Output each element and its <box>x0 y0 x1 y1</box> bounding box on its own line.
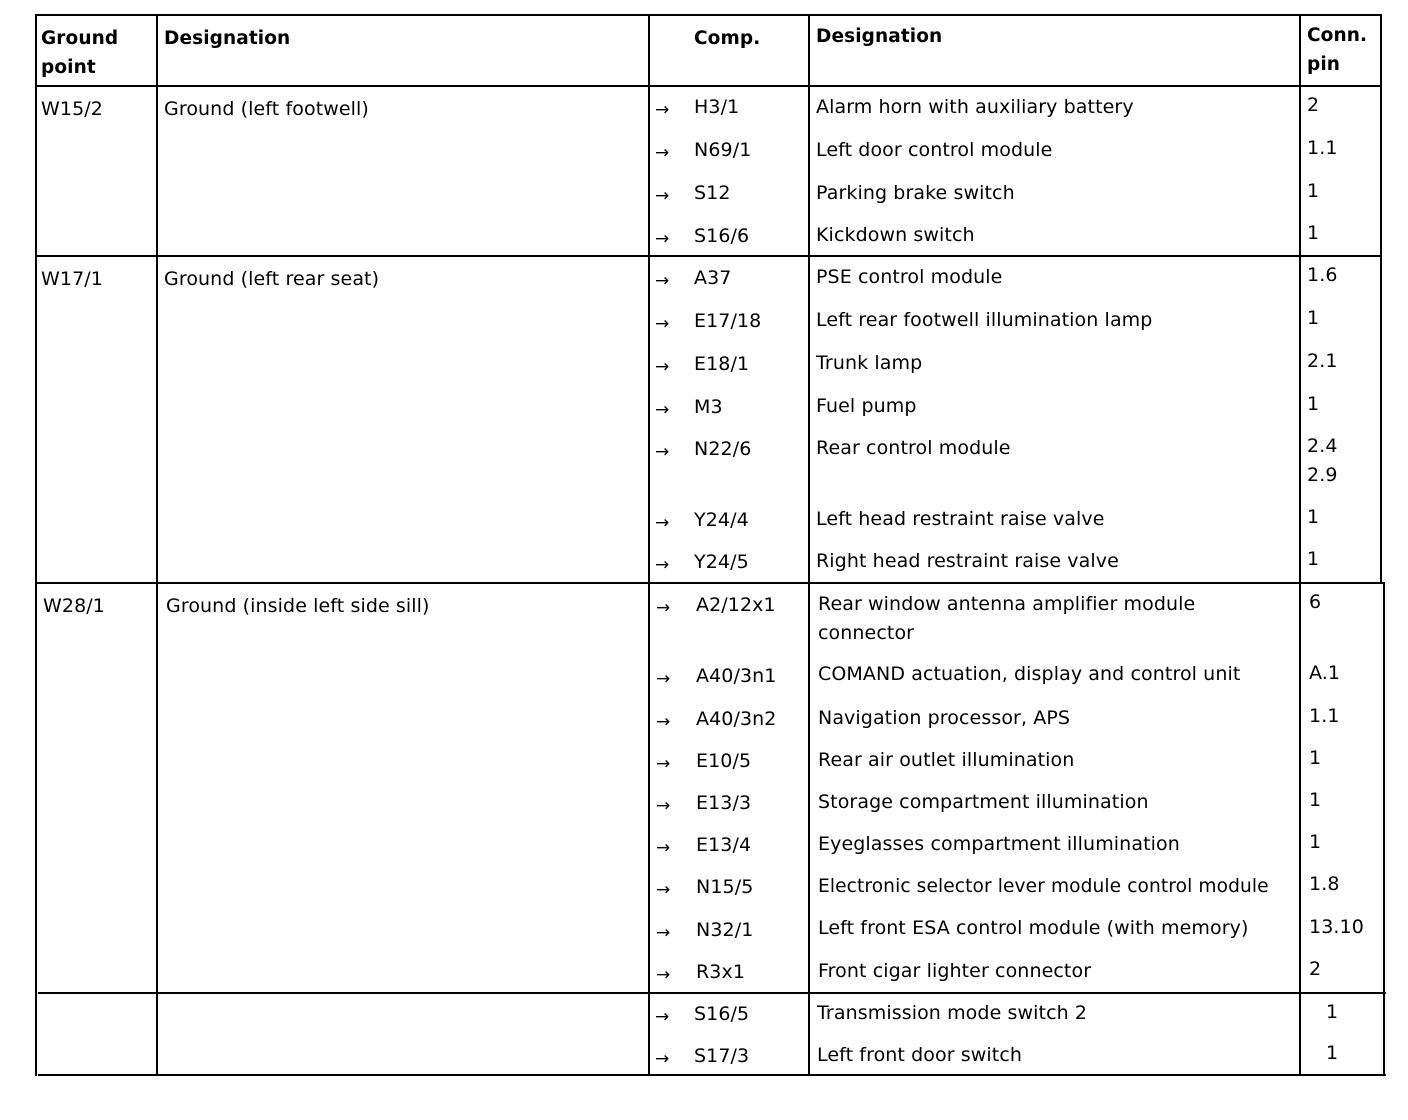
conn-pin-cell: 1 <box>1307 548 1320 570</box>
conn-pin-cell-second: 2.9 <box>1307 464 1338 486</box>
comp-cell: E17/18 <box>694 310 762 332</box>
arrow-icon: → <box>655 555 670 575</box>
comp-cell: E13/4 <box>696 834 752 856</box>
header-ground-point-line1: Ground <box>41 28 119 49</box>
header-conn-pin-line2: pin <box>1307 54 1341 75</box>
col-line-left <box>35 14 37 1076</box>
header-designation-left: Designation <box>164 28 291 49</box>
component-designation-cell: Front cigar lighter connector <box>818 960 1092 982</box>
comp-cell: R3x1 <box>696 961 746 983</box>
comp-cell: M3 <box>694 396 723 418</box>
arrow-icon: → <box>655 314 670 334</box>
comp-cell: E18/1 <box>694 353 750 375</box>
arrow-icon: → <box>656 965 671 985</box>
component-designation-cell: Kickdown switch <box>816 224 975 246</box>
component-designation-cell: PSE control module <box>816 266 1003 288</box>
conn-pin-cell: 1.6 <box>1307 264 1338 286</box>
arrow-icon: → <box>656 923 671 943</box>
comp-cell: N15/5 <box>696 876 754 898</box>
conn-pin-cell: 1 <box>1307 307 1320 329</box>
conn-pin-cell: 13.10 <box>1309 916 1364 938</box>
conn-pin-cell: 1 <box>1309 789 1322 811</box>
comp-cell: N22/6 <box>694 438 752 460</box>
ground-point-cell: W17/1 <box>41 268 103 290</box>
group-divider-1 <box>35 255 1381 257</box>
arrow-icon: → <box>655 1007 670 1027</box>
component-designation-cell: Electronic selector lever module control module <box>818 876 1269 897</box>
group-divider-3 <box>38 992 1386 994</box>
comp-cell: E10/5 <box>696 750 752 772</box>
arrow-icon: → <box>656 880 671 900</box>
component-designation-cell: Alarm horn with auxiliary battery <box>816 96 1134 118</box>
comp-cell: S17/3 <box>694 1045 750 1067</box>
comp-cell: A2/12x1 <box>696 594 776 616</box>
arrow-icon: → <box>656 754 671 774</box>
arrow-icon: → <box>655 1049 670 1069</box>
conn-pin-cell: 1 <box>1307 393 1320 415</box>
arrow-icon: → <box>656 712 671 732</box>
component-designation-cell-second: connector <box>818 622 915 644</box>
arrow-icon: → <box>655 100 670 120</box>
conn-pin-cell: A.1 <box>1309 662 1341 684</box>
comp-cell: S16/6 <box>694 225 750 247</box>
arrow-icon: → <box>655 271 670 291</box>
conn-pin-cell: 1 <box>1326 1001 1339 1023</box>
arrow-icon: → <box>655 442 670 462</box>
arrow-icon: → <box>655 357 670 377</box>
component-designation-cell: Rear control module <box>816 437 1011 459</box>
conn-pin-cell: 1 <box>1307 180 1320 202</box>
conn-pin-cell: 6 <box>1309 591 1322 613</box>
comp-cell: A40/3n2 <box>696 708 777 730</box>
arrow-icon: → <box>655 229 670 249</box>
conn-pin-cell: 2 <box>1307 94 1320 116</box>
component-designation-cell: Right head restraint raise valve <box>816 550 1119 572</box>
group-divider-2 <box>37 582 1383 584</box>
component-designation-cell: Parking brake switch <box>816 182 1015 204</box>
comp-cell: H3/1 <box>694 96 740 118</box>
ground-designation-cell: Ground (left rear seat) <box>164 268 380 290</box>
component-designation-cell: COMAND actuation, display and control unit <box>818 663 1241 685</box>
comp-cell: N69/1 <box>694 139 752 161</box>
conn-pin-cell: 1.1 <box>1309 705 1340 727</box>
col-line-right <box>1380 14 1382 584</box>
comp-cell: Y24/4 <box>694 509 749 531</box>
component-designation-cell: Rear air outlet illumination <box>818 749 1075 771</box>
arrow-icon: → <box>656 838 671 858</box>
component-designation-cell: Left front door switch <box>817 1044 1023 1066</box>
arrow-icon: → <box>655 513 670 533</box>
comp-cell: N32/1 <box>696 919 754 941</box>
arrow-icon: → <box>656 598 671 618</box>
ground-point-cell: W15/2 <box>41 98 103 120</box>
conn-pin-cell: 1 <box>1309 831 1322 853</box>
conn-pin-cell: 1 <box>1307 506 1320 528</box>
component-designation-cell: Fuel pump <box>816 395 917 417</box>
arrow-icon: → <box>656 796 671 816</box>
component-designation-cell: Eyeglasses compartment illumination <box>818 833 1180 855</box>
col-line-designation-right <box>808 14 810 1076</box>
component-designation-cell: Left front ESA control module (with memory) <box>818 917 1249 939</box>
arrow-icon: → <box>655 186 670 206</box>
conn-pin-cell: 1 <box>1326 1042 1339 1064</box>
header-comp: Comp. <box>694 28 761 49</box>
component-designation-cell: Transmission mode switch 2 <box>817 1002 1088 1024</box>
header-conn-pin-line1: Conn. <box>1307 25 1368 46</box>
conn-pin-cell: 1.1 <box>1307 137 1338 159</box>
conn-pin-cell: 2.1 <box>1307 350 1338 372</box>
col-line-pin <box>1299 14 1301 1076</box>
conn-pin-cell: 1 <box>1307 222 1320 244</box>
arrow-icon: → <box>656 669 671 689</box>
conn-pin-cell: 2 <box>1309 958 1322 980</box>
table-border-bottom <box>38 1074 1386 1076</box>
ground-designation-cell: Ground (left footwell) <box>164 98 369 120</box>
component-designation-cell: Storage compartment illumination <box>818 791 1149 813</box>
component-designation-cell: Left rear footwell illumination lamp <box>816 309 1153 331</box>
col-line-right-lower <box>1383 582 1385 1076</box>
ground-designation-cell: Ground (inside left side sill) <box>166 595 430 617</box>
component-designation-cell: Left door control module <box>816 139 1053 161</box>
col-line-designation <box>156 14 158 1076</box>
ground-point-cell: W28/1 <box>43 595 105 617</box>
comp-cell: E13/3 <box>696 792 752 814</box>
conn-pin-cell: 1.8 <box>1309 873 1340 895</box>
arrow-icon: → <box>655 143 670 163</box>
conn-pin-cell: 1 <box>1309 747 1322 769</box>
comp-cell: A37 <box>694 267 732 289</box>
component-designation-cell: Left head restraint raise valve <box>816 508 1105 530</box>
header-divider <box>35 85 1381 87</box>
conn-pin-cell: 2.4 <box>1307 435 1338 457</box>
component-designation-cell: Rear window antenna amplifier module <box>818 593 1196 615</box>
comp-cell: S12 <box>694 182 731 204</box>
component-designation-cell: Trunk lamp <box>816 352 923 374</box>
comp-cell: A40/3n1 <box>696 665 777 687</box>
col-line-comp <box>648 14 650 1076</box>
component-designation-cell: Navigation processor, APS <box>818 707 1071 729</box>
table-border-top <box>35 14 1381 16</box>
header-designation-right: Designation <box>816 26 943 47</box>
comp-cell: Y24/5 <box>694 551 749 573</box>
comp-cell: S16/5 <box>694 1003 750 1025</box>
header-ground-point-line2: point <box>41 57 96 78</box>
arrow-icon: → <box>655 400 670 420</box>
